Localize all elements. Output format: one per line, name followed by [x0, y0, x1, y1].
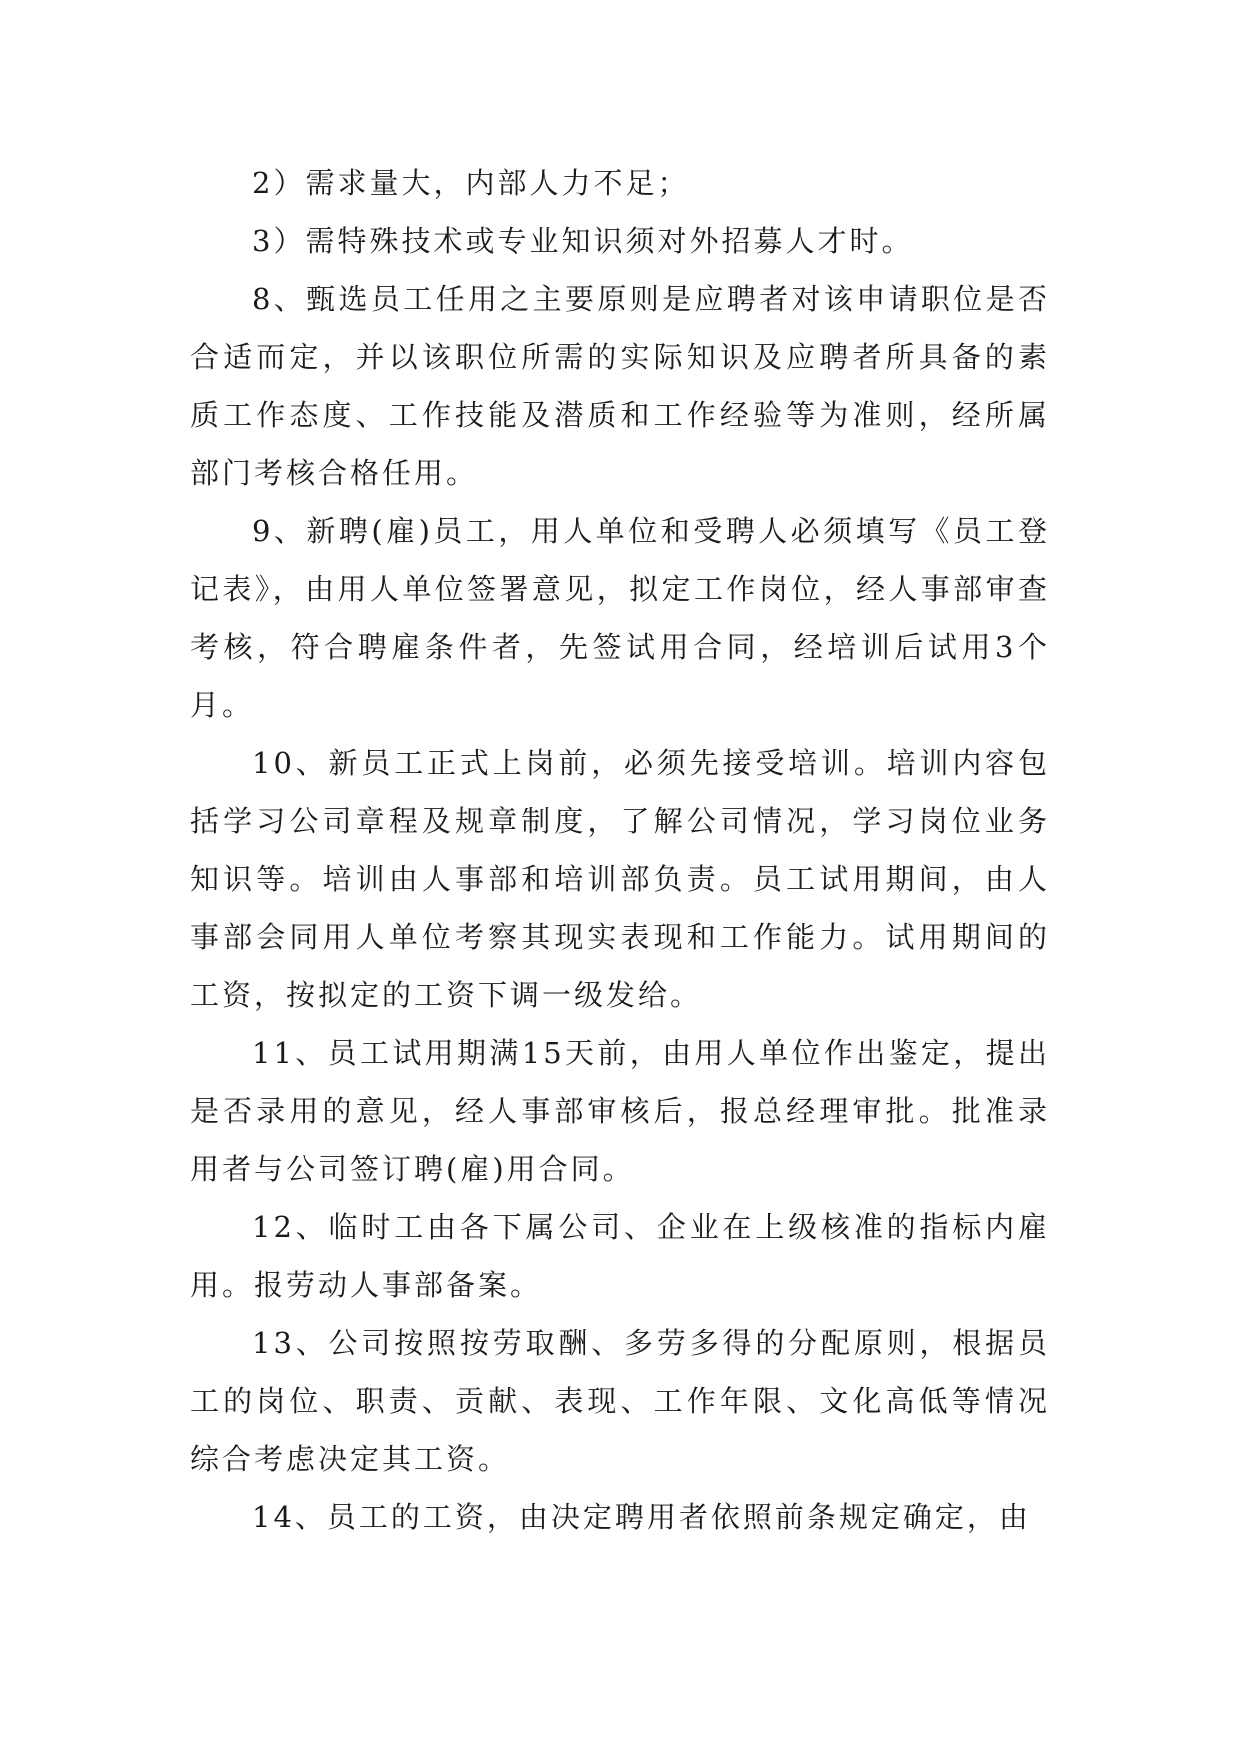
- paragraph-article-14: 14、员工的工资，由决定聘用者依照前条规定确定，由: [252, 1500, 1031, 1534]
- paragraph-article-11: 11、员工试用期满15天前，由用人单位作出鉴定，提出是否录用的意见，经人事部审核后，报总经理审批。批准录用者与公司签订聘(雇)用合同。: [190, 1036, 1050, 1186]
- paragraph-article-10: 10、新员工正式上岗前，必须先接受培训。培训内容包括学习公司章程及规章制度，了解公司情况，学习岗位业务知识等。培训由人事部和培训部负责。员工试用期间，由人事部会同用人单位考察其现实表现和工作能力。试用期间的工资，按拟定的工资下调一级发给。: [190, 746, 1050, 1012]
- paragraph-article-8: 8、甄选员工任用之主要原则是应聘者对该申请职位是否合适而定，并以该职位所需的实际知识及应聘者所具备的素质工作态度、工作技能及潜质和工作经验等为准则，经所属部门考核合格任用。: [190, 282, 1050, 490]
- paragraph-item-2: 2）需求量大，内部人力不足；: [252, 166, 690, 200]
- paragraph-article-9: 9、新聘(雇)员工，用人单位和受聘人必须填写《员工登记表》，由用人单位签署意见，拟定工作岗位，经人事部审查考核，符合聘雇条件者，先签试用合同，经培训后试用3个月。: [190, 514, 1050, 722]
- paragraph-article-13: 13、公司按照按劳取酬、多劳多得的分配原则，根据员工的岗位、职责、贡献、表现、工作年限、文化高低等情况综合考虑决定其工资。: [190, 1326, 1050, 1476]
- paragraph-article-12: 12、临时工由各下属公司、企业在上级核准的指标内雇用。报劳动人事部备案。: [190, 1210, 1050, 1302]
- document-body: [190, 154, 1050, 1546]
- paragraph-item-3: 3）需特殊技术或专业知识须对外招募人才时。: [252, 224, 914, 258]
